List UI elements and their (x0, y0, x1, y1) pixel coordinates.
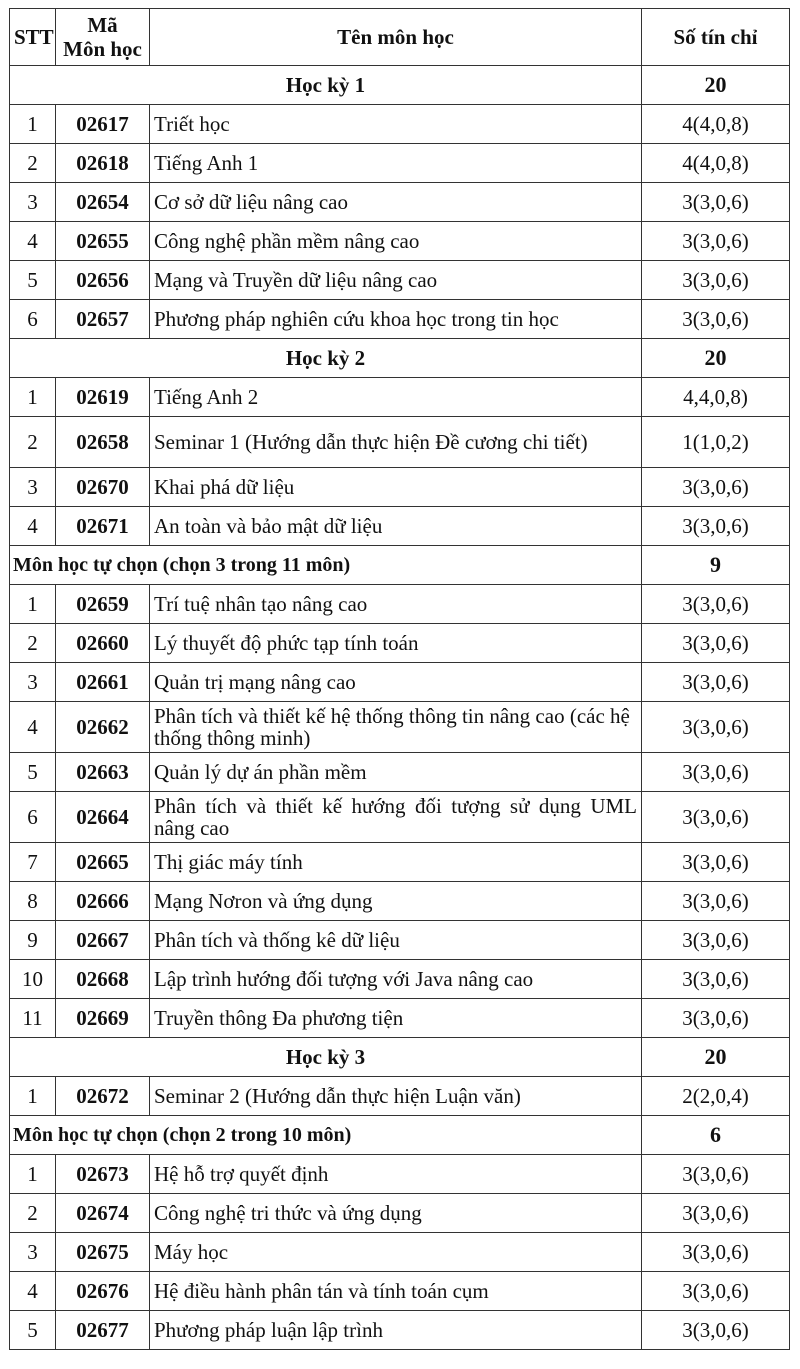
table-row (10, 1233, 790, 1272)
header-code-line1: Mã (87, 13, 118, 37)
row-code: 02665 (56, 843, 150, 882)
table-row (10, 417, 790, 468)
row-stt: 1 (10, 1155, 56, 1194)
table-row (10, 585, 790, 624)
header-row (10, 9, 790, 66)
row-code: 02654 (56, 183, 150, 222)
row-code: 02617 (56, 105, 150, 144)
row-credits: 3(3,0,6) (642, 300, 790, 339)
row-credits: 3(3,0,6) (642, 468, 790, 507)
row-credits: 4(4,0,8) (642, 105, 790, 144)
row-name: Triết học (150, 105, 642, 144)
row-code: 02656 (56, 261, 150, 300)
table-row (10, 468, 790, 507)
row-name: Seminar 2 (Hướng dẫn thực hiện Luận văn) (150, 1077, 642, 1116)
row-stt: 2 (10, 624, 56, 663)
section-label: Môn học tự chọn (chọn 3 trong 11 môn) (10, 546, 642, 585)
table-row (10, 378, 790, 417)
row-credits: 3(3,0,6) (642, 1155, 790, 1194)
section-label: Học kỳ 3 (10, 1038, 642, 1077)
row-name: Phương pháp luận lập trình (150, 1311, 642, 1350)
row-code: 02618 (56, 144, 150, 183)
table-row (10, 702, 790, 753)
row-code: 02671 (56, 507, 150, 546)
section-label: Môn học tự chọn (chọn 2 trong 10 môn) (10, 1116, 642, 1155)
row-code: 02666 (56, 882, 150, 921)
row-name: Seminar 1 (Hướng dẫn thực hiện Đề cương chi tiết) (150, 417, 642, 468)
row-credits: 3(3,0,6) (642, 702, 790, 753)
row-credits: 3(3,0,6) (642, 624, 790, 663)
section-row-elective-1 (10, 546, 790, 585)
row-stt: 4 (10, 507, 56, 546)
curriculum-table (9, 8, 790, 1350)
section-credits: 6 (642, 1116, 790, 1155)
section-row-semester-1 (10, 66, 790, 105)
row-name: An toàn và bảo mật dữ liệu (150, 507, 642, 546)
row-stt: 7 (10, 843, 56, 882)
table-row (10, 999, 790, 1038)
row-credits: 3(3,0,6) (642, 882, 790, 921)
row-credits: 2(2,0,4) (642, 1077, 790, 1116)
table-row (10, 753, 790, 792)
row-code: 02677 (56, 1311, 150, 1350)
row-name: Phân tích và thiết kế hướng đối tượng sử dụng UML nâng cao (150, 792, 642, 843)
row-code: 02669 (56, 999, 150, 1038)
row-code: 02668 (56, 960, 150, 999)
row-stt: 4 (10, 702, 56, 753)
row-credits: 3(3,0,6) (642, 507, 790, 546)
row-name: Quản trị mạng nâng cao (150, 663, 642, 702)
row-stt: 2 (10, 144, 56, 183)
row-name: Hệ điều hành phân tán và tính toán cụm (150, 1272, 642, 1311)
header-code (56, 9, 150, 66)
row-stt: 5 (10, 1311, 56, 1350)
row-name: Tiếng Anh 2 (150, 378, 642, 417)
section-label: Học kỳ 2 (10, 339, 642, 378)
row-code: 02657 (56, 300, 150, 339)
table-row (10, 144, 790, 183)
row-code: 02655 (56, 222, 150, 261)
row-name: Phân tích và thiết kế hệ thống thông tin nâng cao (các hệ thống thông minh) (150, 702, 642, 753)
row-stt: 10 (10, 960, 56, 999)
row-stt: 4 (10, 222, 56, 261)
row-name: Cơ sở dữ liệu nâng cao (150, 183, 642, 222)
table-row (10, 105, 790, 144)
row-name: Quản lý dự án phần mềm (150, 753, 642, 792)
row-code: 02664 (56, 792, 150, 843)
row-stt: 8 (10, 882, 56, 921)
table-row (10, 663, 790, 702)
row-code: 02676 (56, 1272, 150, 1311)
row-stt: 5 (10, 753, 56, 792)
header-name: Tên môn học (150, 9, 642, 66)
section-credits: 20 (642, 1038, 790, 1077)
row-stt: 3 (10, 468, 56, 507)
row-code: 02675 (56, 1233, 150, 1272)
section-label: Học kỳ 1 (10, 66, 642, 105)
row-name: Lập trình hướng đối tượng với Java nâng cao (150, 960, 642, 999)
row-name: Máy học (150, 1233, 642, 1272)
row-stt: 3 (10, 183, 56, 222)
row-stt: 2 (10, 417, 56, 468)
row-code: 02670 (56, 468, 150, 507)
table-row (10, 1272, 790, 1311)
row-credits: 4(4,0,8) (642, 144, 790, 183)
row-credits: 3(3,0,6) (642, 921, 790, 960)
row-credits: 4,4,0,8) (642, 378, 790, 417)
row-credits: 3(3,0,6) (642, 843, 790, 882)
table-row (10, 792, 790, 843)
section-row-elective-2 (10, 1116, 790, 1155)
row-stt: 1 (10, 585, 56, 624)
row-name: Trí tuệ nhân tạo nâng cao (150, 585, 642, 624)
row-code: 02661 (56, 663, 150, 702)
row-name: Lý thuyết độ phức tạp tính toán (150, 624, 642, 663)
row-credits: 3(3,0,6) (642, 1233, 790, 1272)
table-row (10, 1311, 790, 1350)
row-credits: 3(3,0,6) (642, 1272, 790, 1311)
row-code: 02667 (56, 921, 150, 960)
row-stt: 6 (10, 300, 56, 339)
row-code: 02619 (56, 378, 150, 417)
row-stt: 5 (10, 261, 56, 300)
row-name: Khai phá dữ liệu (150, 468, 642, 507)
row-name: Công nghệ tri thức và ứng dụng (150, 1194, 642, 1233)
section-credits: 20 (642, 66, 790, 105)
row-stt: 11 (10, 999, 56, 1038)
table-row (10, 1077, 790, 1116)
row-credits: 3(3,0,6) (642, 585, 790, 624)
table-row (10, 300, 790, 339)
row-stt: 1 (10, 378, 56, 417)
curriculum-table-container (9, 8, 790, 1350)
row-name: Hệ hỗ trợ quyết định (150, 1155, 642, 1194)
row-credits: 3(3,0,6) (642, 753, 790, 792)
table-row (10, 183, 790, 222)
row-stt: 2 (10, 1194, 56, 1233)
row-stt: 3 (10, 1233, 56, 1272)
table-row (10, 222, 790, 261)
row-stt: 1 (10, 105, 56, 144)
row-code: 02673 (56, 1155, 150, 1194)
section-row-semester-3 (10, 1038, 790, 1077)
row-credits: 1(1,0,2) (642, 417, 790, 468)
row-name: Công nghệ phần mềm nâng cao (150, 222, 642, 261)
row-name: Phân tích và thống kê dữ liệu (150, 921, 642, 960)
row-code: 02672 (56, 1077, 150, 1116)
row-name: Thị giác máy tính (150, 843, 642, 882)
row-credits: 3(3,0,6) (642, 792, 790, 843)
header-stt: STT (10, 9, 56, 66)
row-code: 02659 (56, 585, 150, 624)
header-credits: Số tín chỉ (642, 9, 790, 66)
section-credits: 20 (642, 339, 790, 378)
row-name: Phương pháp nghiên cứu khoa học trong tin học (150, 300, 642, 339)
table-row (10, 1194, 790, 1233)
row-code: 02674 (56, 1194, 150, 1233)
table-row (10, 507, 790, 546)
row-stt: 1 (10, 1077, 56, 1116)
table-row (10, 1155, 790, 1194)
table-row (10, 261, 790, 300)
row-stt: 9 (10, 921, 56, 960)
section-row-semester-2 (10, 339, 790, 378)
row-stt: 6 (10, 792, 56, 843)
row-stt: 3 (10, 663, 56, 702)
header-code-line2: Môn học (63, 37, 142, 61)
row-credits: 3(3,0,6) (642, 999, 790, 1038)
row-code: 02660 (56, 624, 150, 663)
table-row (10, 624, 790, 663)
row-credits: 3(3,0,6) (642, 1311, 790, 1350)
row-code: 02658 (56, 417, 150, 468)
table-row (10, 843, 790, 882)
table-row (10, 960, 790, 999)
table-row (10, 882, 790, 921)
row-credits: 3(3,0,6) (642, 663, 790, 702)
row-name: Mạng Nơron và ứng dụng (150, 882, 642, 921)
row-name: Mạng và Truyền dữ liệu nâng cao (150, 261, 642, 300)
row-name: Truyền thông Đa phương tiện (150, 999, 642, 1038)
row-credits: 3(3,0,6) (642, 261, 790, 300)
row-code: 02662 (56, 702, 150, 753)
row-stt: 4 (10, 1272, 56, 1311)
row-credits: 3(3,0,6) (642, 1194, 790, 1233)
row-name: Tiếng Anh 1 (150, 144, 642, 183)
section-credits: 9 (642, 546, 790, 585)
table-row (10, 921, 790, 960)
row-credits: 3(3,0,6) (642, 222, 790, 261)
row-credits: 3(3,0,6) (642, 183, 790, 222)
row-credits: 3(3,0,6) (642, 960, 790, 999)
row-code: 02663 (56, 753, 150, 792)
